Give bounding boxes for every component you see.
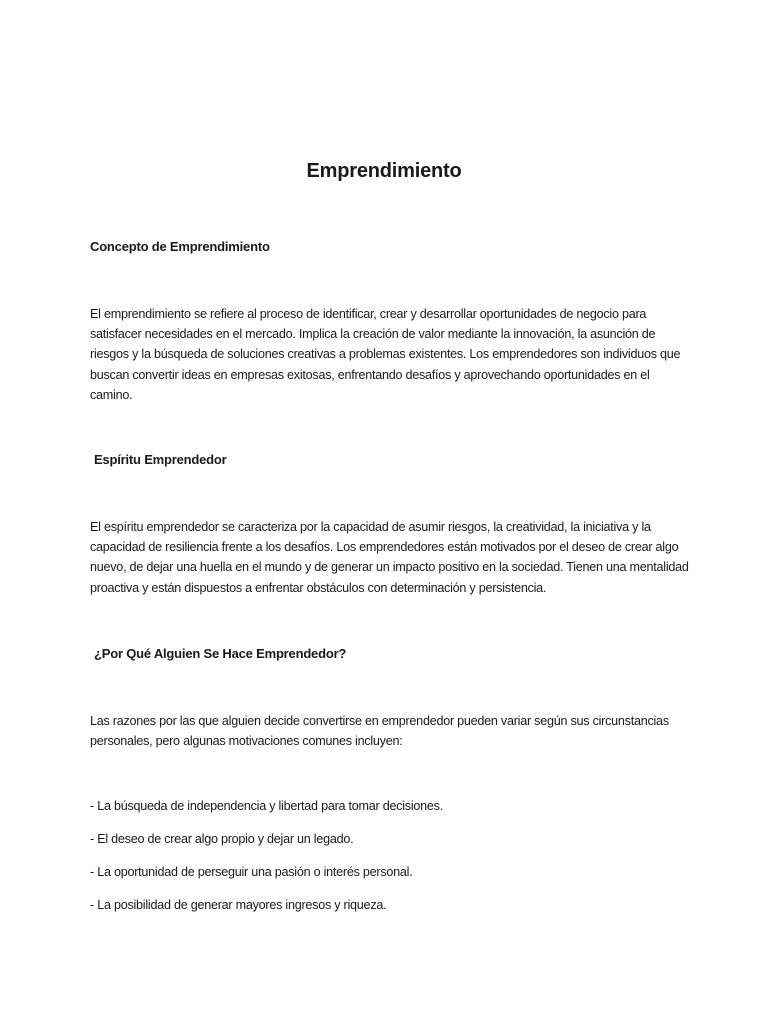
list-item: - La búsqueda de independencia y libertad para tomar decisiones. bbox=[90, 799, 443, 813]
motivations-list bbox=[90, 796, 690, 928]
section-heading-concepto: Concepto de Emprendimiento bbox=[90, 239, 270, 254]
list-item: - La posibilidad de generar mayores ingresos y riqueza. bbox=[90, 898, 387, 912]
section-heading-espiritu: Espíritu Emprendedor bbox=[94, 452, 227, 467]
list-item: - La oportunidad de perseguir una pasión o interés personal. bbox=[90, 865, 413, 879]
section-heading-por-que: ¿Por Qué Alguien Se Hace Emprendedor? bbox=[94, 646, 347, 661]
section-paragraph-espiritu: El espíritu emprendedor se caracteriza por la capacidad de asumir riesgos, la creatividad, la iniciativa y la capacidad de resiliencia frente a los desafíos. Los emprendedores están motivados por el deseo de crear algo nuevo, de dejar una huella en el mundo y de generar un impacto positivo en la sociedad. Tienen una mentalidad proactiva y están dispuestos a enfrentar obstáculos con determinación y persistencia. bbox=[90, 520, 689, 595]
list-item: - El deseo de crear algo propio y dejar un legado. bbox=[90, 832, 354, 846]
document-title: Emprendimiento bbox=[306, 160, 462, 182]
section-paragraph-por-que: Las razones por las que alguien decide convertirse en emprendedor pueden variar según sus circunstancias personales, pero algunas motivaciones comunes incluyen: bbox=[90, 714, 669, 749]
section-paragraph-concepto: El emprendimiento se refiere al proceso de identificar, crear y desarrollar oportunidades de negocio para satisfacer necesidades en el mercado. Implica la creación de valor mediante la innovación, la asunción de riesgos y la búsqueda de soluciones creativas a problemas existentes. Los emprendedores son individuos que buscan convertir ideas en empresas exitosas, enfrentando desafíos y aprovechando oportunidades en el camino. bbox=[90, 307, 681, 402]
